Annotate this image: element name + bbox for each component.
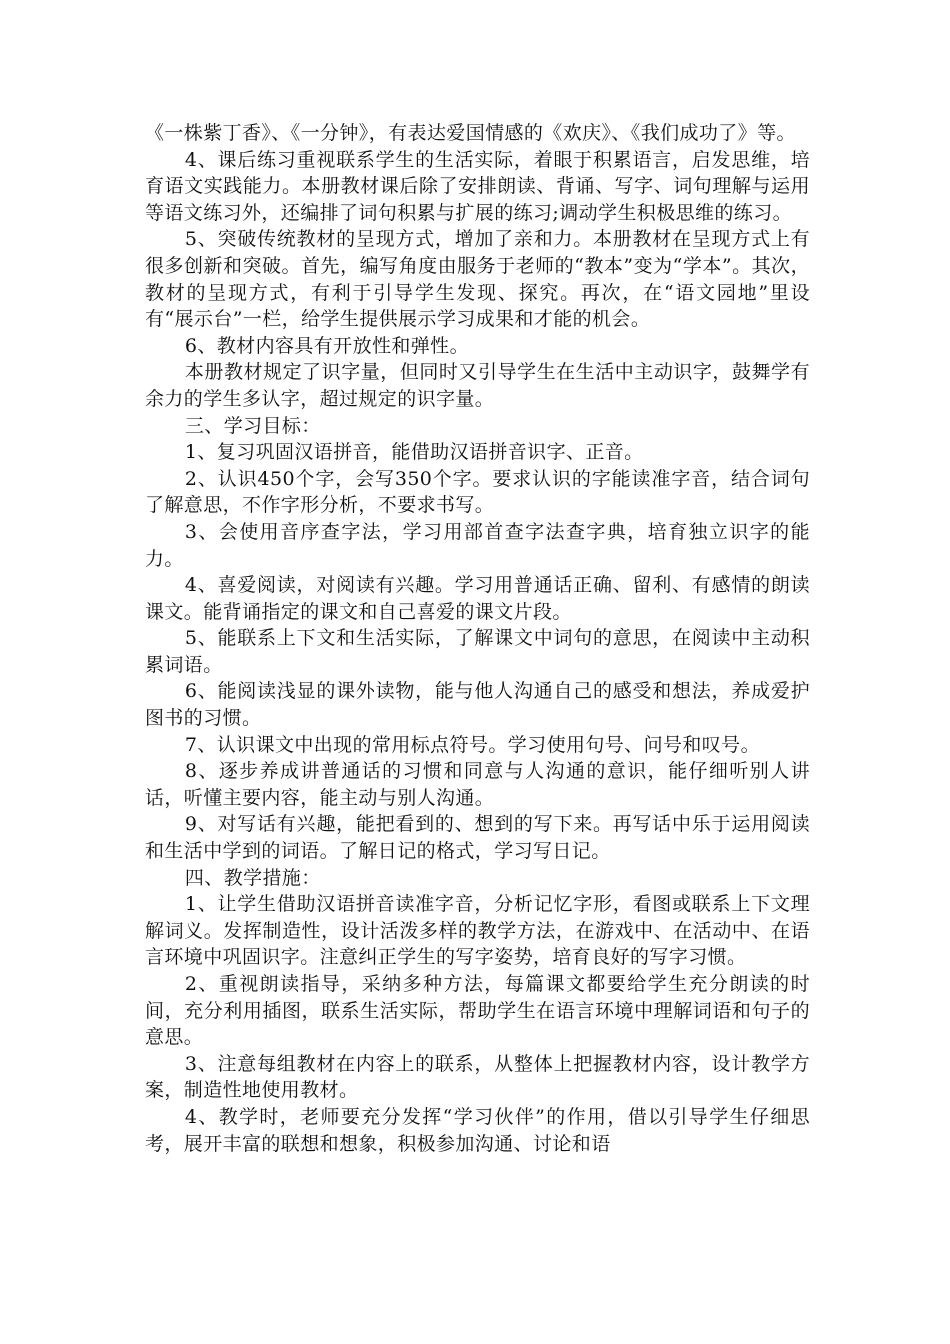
paragraph-item-4-exercises: 4、课后练习重视联系学生的生活实际，着眼于积累语言，启发思维，培育语文实践能力。本册教材课后除了安排朗读、背诵、写字、词句理解与运用等语文练习外，还编排了词句积累与扩展的练习;调动学生积极思维的练习。 <box>145 148 810 224</box>
goal-item-5: 5、能联系上下文和生活实际，了解课文中词句的意思，在阅读中主动积累词语。 <box>145 627 810 676</box>
paragraph-continuation: 《一株紫丁香》、《一分钟》，有表达爱国情感的《欢庆》、《我们成功了》等。 <box>145 122 796 144</box>
goal-item-3: 3、会使用音序查字法，学习用部首查字法查字典，培育独立识字的能力。 <box>145 520 810 570</box>
section-heading-goals: 三、学习目标： <box>184 414 321 437</box>
goal-item-8: 8、逐步养成讲普通话的习惯和同意与人沟通的意识，能仔细听别人讲话，听懂主要内容，能主动与别人沟通。 <box>145 760 810 809</box>
body-text <box>145 120 810 1157</box>
goal-item-7: 7、认识课文中出现的常用标点符号。学习使用句号、问号和叹号。 <box>184 733 760 756</box>
measure-item-3: 3、注意每组教材在内容上的联系，从整体上把握教材内容，设计教学方案，制造性地使用教材。 <box>145 1052 810 1102</box>
paragraph-literacy-quota: 本册教材规定了识字量，但同时又引导学生在生活中主动识字，鼓舞学有余力的学生多认字，超过规定的识字量。 <box>145 361 810 410</box>
goal-item-9: 9、对写话有兴趣，能把看到的、想到的写下来。再写话中乐于运用阅读和生活中学到的词语。了解日记的格式，学习写日记。 <box>145 813 810 863</box>
section-heading-measures: 四、教学措施： <box>184 866 321 889</box>
goal-item-1: 1、复习巩固汉语拼音，能借助汉语拼音识字、正音。 <box>184 441 644 464</box>
measure-item-2: 2、重视朗读指导，采纳多种方法，每篇课文都要给学生充分朗读的时间，充分利用插图，联系生活实际，帮助学生在语言环境中理解词语和句子的意思。 <box>145 973 810 1049</box>
goal-item-2: 2、认识450个字，会写350个字。要求认识的字能读准字音，结合词句了解意思，不作字形分析，不要求书写。 <box>145 467 810 517</box>
paragraph-item-5-presentation: 5、突破传统教材的呈现方式，增加了亲和力。本册教材在呈现方式上有很多创新和突破。首先，编写角度由服务于老师的“教本”变为“学本”。其次，教材的呈现方式，有利于引导学生发现、探究。再次，在“语文园地”里设有“展示台”一栏，给学生提供展示学习成果和才能的机会。 <box>145 228 810 331</box>
measure-item-4: 4、教学时，老师要充分发挥“学习伙伴”的作用，借以引导学生仔细思考，展开丰富的联想和想象，积极参加沟通、讨论和语 <box>145 1105 810 1155</box>
goal-item-6: 6、能阅读浅显的课外读物，能与他人沟通自己的感受和想法，养成爱护图书的习惯。 <box>145 680 810 730</box>
goal-item-4: 4、喜爱阅读，对阅读有兴趣。学习用普通话正确、留利、有感情的朗读课文。能背诵指定的课文和自己喜爱的课文片段。 <box>145 574 810 623</box>
measure-item-1: 1、让学生借助汉语拼音读准字音，分析记忆字形，看图或联系上下文理解词义。发挥制造性，设计活泼多样的教学方法，在游戏中、在活动中、在语言环境中巩固识字。注意纠正学生的写字姿势，培育良好的写字习惯。 <box>145 893 810 969</box>
paragraph-item-6-openness: 6、教材内容具有开放性和弹性。 <box>184 334 469 357</box>
